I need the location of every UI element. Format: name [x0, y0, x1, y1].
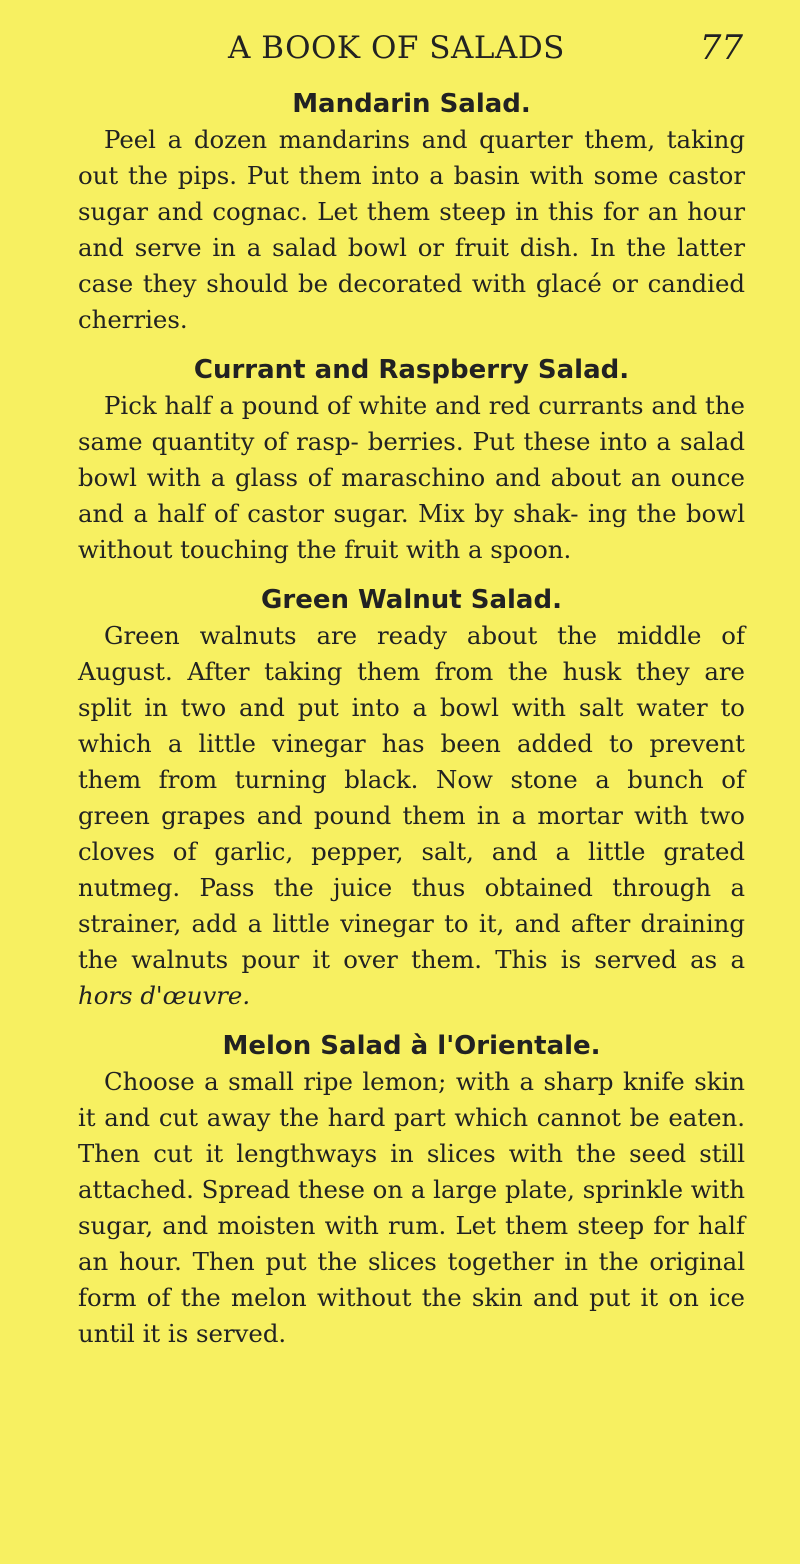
section-gap [78, 1014, 745, 1028]
recipe-title: Mandarin Salad. [292, 89, 531, 119]
book-title: A BOOK OF SALADS [228, 30, 565, 66]
running-head [78, 0, 745, 86]
recipe-green-walnut-salad [78, 582, 745, 1014]
section-gap [78, 338, 745, 352]
recipe-title: Melon Salad à l'Orientale. [222, 1031, 601, 1061]
section-gap [78, 568, 745, 582]
recipe-melon-salad-orientale [78, 1028, 745, 1352]
recipe-body: Pick half a pound of white and red currants and the same quantity of rasp- berries. Put these into a salad bowl with a glass of maraschino and about an ounce and a half of castor sugar. Mix by shak- ing the bowl without touching the fruit with a spoon. [78, 391, 745, 564]
recipe-body-text: Green walnuts are ready about the middle of August. After taking them from the husk they are split in two and put into a bowl with salt water to which a little vinegar has been added to prevent them from turning black. Now stone a bunch of green grapes and pound them in a mortar with two cloves of garlic, pepper, salt, and a little grated nutmeg. Pass the juice thus obtained through a strainer, add a little vinegar to it, and after draining the walnuts pour it over them. This is served as a [78, 621, 745, 974]
recipe-body: Peel a dozen mandarins and quarter them, taking out the pips. Put them into a basin with some castor sugar and cognac. Let them steep in this for an hour and serve in a salad bowl or fruit dish. In the latter case they should be decorated with glacé or candied cherries. [78, 125, 745, 334]
page-number: 77 [699, 28, 743, 68]
recipe-body [78, 618, 745, 1014]
recipe-body-italic: hors d'œuvre. [78, 981, 251, 1010]
recipe-mandarin-salad [78, 86, 745, 338]
recipe-title: Green Walnut Salad. [261, 585, 562, 615]
recipe-title: Currant and Raspberry Salad. [193, 355, 630, 385]
recipe-currant-raspberry-salad [78, 352, 745, 568]
recipe-body: Choose a small ripe lemon; with a sharp knife skin it and cut away the hard part which cannot be eaten. Then cut it lengthways in slices with the seed still attached. Spread these on a large plate, sprinkle with sugar, and moisten with rum. Let them steep for half an hour. Then put the slices together in the original form of the melon without the skin and put it on ice until it is served. [78, 1067, 745, 1348]
